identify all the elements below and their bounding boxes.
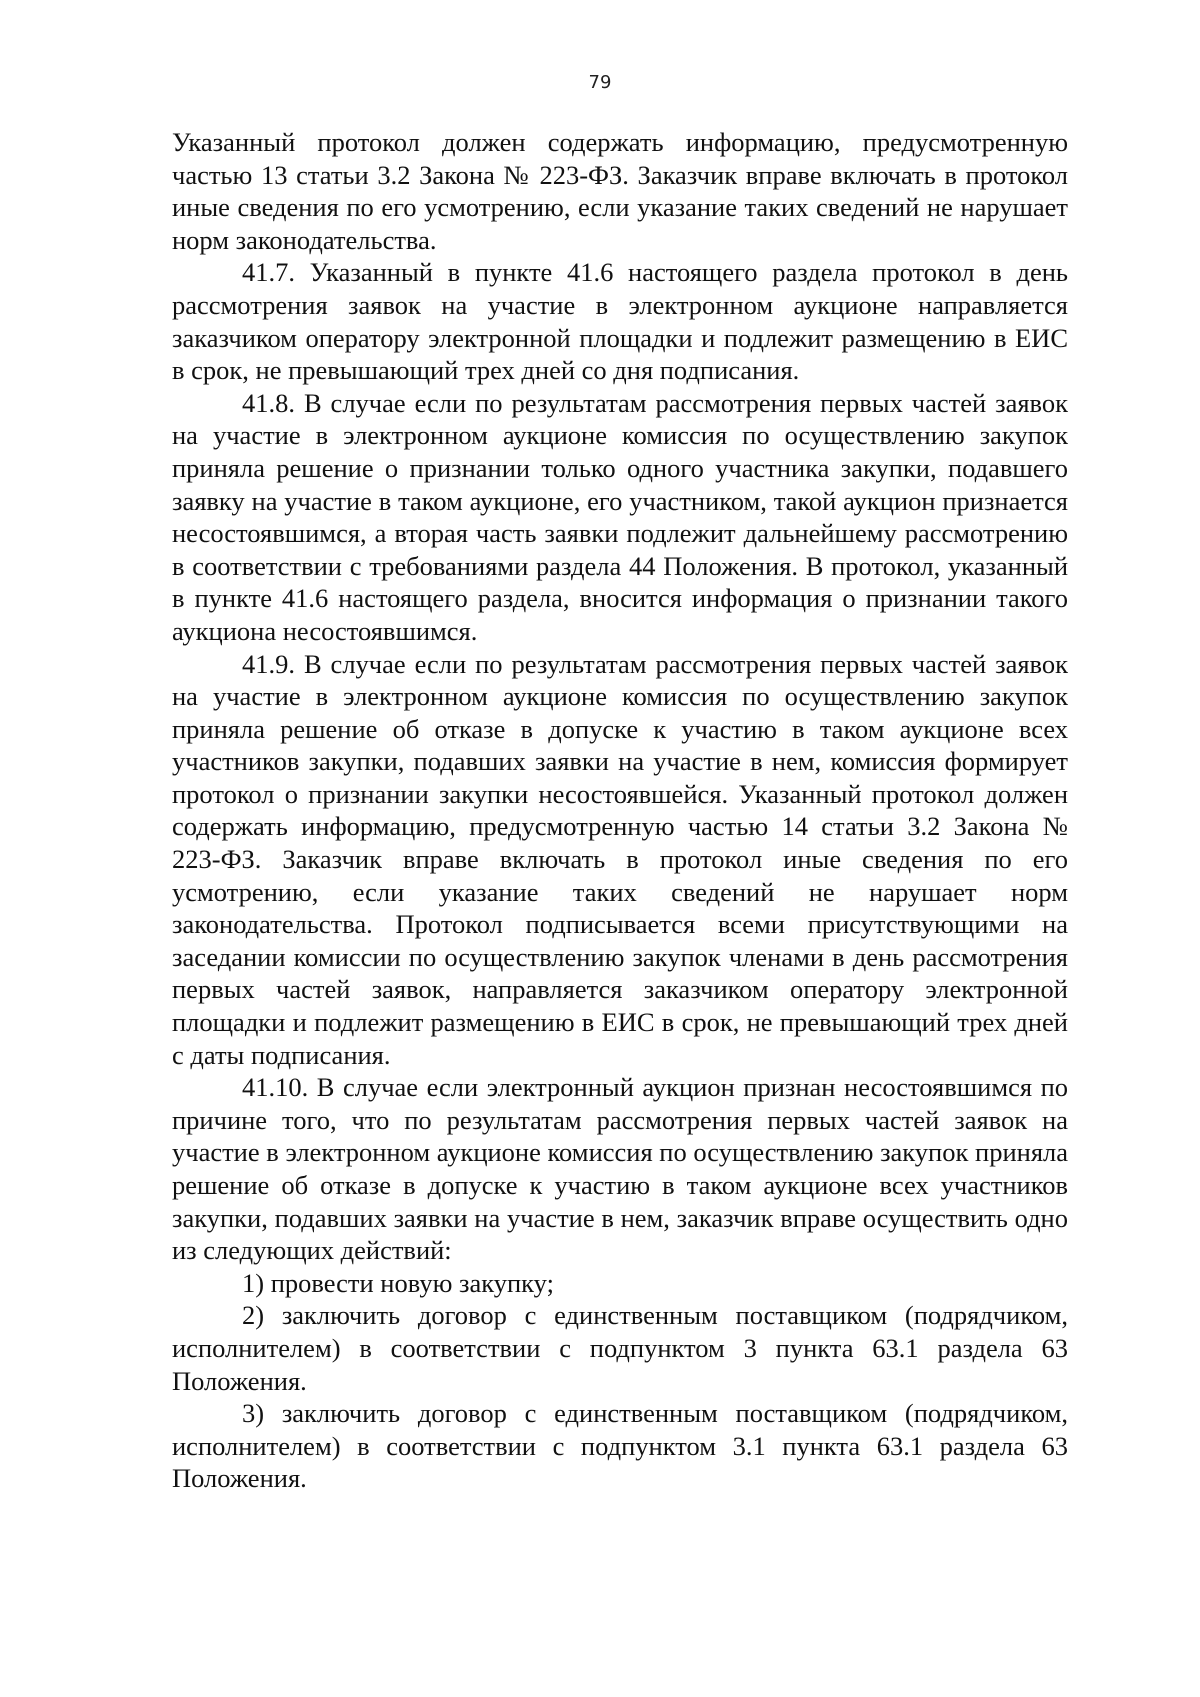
page-number: 79: [588, 72, 612, 93]
list-item-2: 2) заключить договор с единственным поставщиком (подрядчиком, исполнителем) в соответствии с подпунктом 3 пункта 63.1 раздела 63 Положения.: [172, 1300, 1068, 1396]
paragraph-41-7: 41.7. Указанный в пункте 41.6 настоящего раздела протокол в день рассмотрения заявок на участие в электронном аукционе направляется заказчиком оператору электронной площадки и подлежит размещению в ЕИС в срок, не превышающий трех дней со дня подписания.: [172, 257, 1068, 386]
paragraph-41-9: 41.9. В случае если по результатам рассмотрения первых частей заявок на участие в электронном аукционе комиссия по осуществлению закупок приняла решение об отказе в допуске к участию в таком аукционе всех участников закупки, подавших заявки на участие в нем, комиссия формирует протокол о признании закупки несостоявшейся. Указанный протокол должен содержать информацию, предусмотренную частью 14 статьи 3.2 Закона № 223-ФЗ. Заказчик вправе включать в протокол иные сведения по его усмотрению, если указание таких сведений не нарушает норм законодательства. Протокол подписывается всеми присутствующими на заседании комиссии по осуществлению закупок членами в день рассмотрения первых частей заявок, направляется заказчиком оператору электронной площадки и подлежит размещению в ЕИС в срок, не превышающий трех дней с даты подписания.: [172, 648, 1068, 1070]
paragraph-41-8: 41.8. В случае если по результатам рассмотрения первых частей заявок на участие в электронном аукционе комиссия по осуществлению закупок приняла решение о признании только одного участника закупки, подавшего заявку на участие в таком аукционе, его участником, такой аукцион признается несостоявшимся, а вторая часть заявки подлежит дальнейшему рассмотрению в соответствии с требованиями раздела 44 Положения. В протокол, указанный в пункте 41.6 настоящего раздела, вносится информация о признании такого аукциона несостоявшимся.: [172, 387, 1068, 646]
paragraph-41-10: 41.10. В случае если электронный аукцион признан несостоявшимся по причине того, что по результатам рассмотрения первых частей заявок на участие в электронном аукционе комиссия по осуществлению закупок приняла решение об отказе в допуске к участию в таком аукционе всех участников закупки, подавших заявки на участие в нем, заказчик вправе осуществить одно из следующих действий:: [172, 1072, 1068, 1266]
list-item-1: 1) провести новую закупку;: [242, 1267, 554, 1298]
paragraph-protocol-content: Указанный протокол должен содержать информацию, предусмотренную частью 13 статьи 3.2 Закона № 223-ФЗ. Заказчик вправе включать в протокол иные сведения по его усмотрению, если указание таких сведений не нарушает норм законодательства.: [172, 127, 1068, 255]
list-item-3: 3) заключить договор с единственным поставщиком (подрядчиком, исполнителем) в соответствии с подпунктом 3.1 пункта 63.1 раздела 63 Положения.: [172, 1398, 1068, 1494]
document-body: [172, 126, 1068, 1495]
